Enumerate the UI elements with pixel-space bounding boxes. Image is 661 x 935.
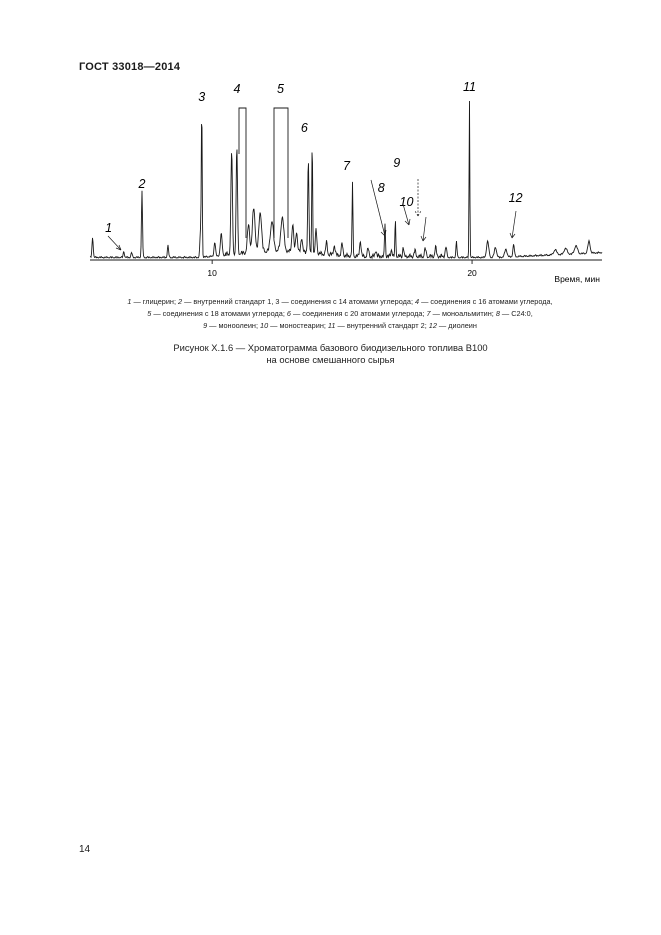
legend-text: — моноолеин;	[207, 321, 261, 331]
legend-number: 1	[127, 297, 132, 306]
peak-label-9: 9	[393, 156, 401, 170]
arrow-1	[108, 236, 121, 250]
peak-label-11: 11	[462, 80, 476, 94]
x-tick-labels	[207, 268, 477, 278]
peak-5-top	[274, 108, 288, 238]
figure-caption	[90, 342, 571, 366]
legend-text: — глицерин;	[131, 297, 179, 306]
legend-number: 8	[495, 309, 500, 319]
legend-number: 2	[178, 297, 183, 306]
legend-text: — диолеин	[436, 321, 477, 331]
peak-labels	[105, 80, 523, 235]
legend-text: — моноальмитин;	[430, 309, 496, 319]
peak-label-10: 10	[399, 195, 414, 209]
legend-text: — соединения с 18 атомами углерода;	[151, 309, 287, 319]
legend-number: 10	[260, 321, 269, 331]
legend-line-3	[70, 320, 610, 332]
legend-number: 6	[286, 309, 291, 319]
legend-line-2	[70, 308, 610, 320]
legend-number: 12	[428, 321, 437, 331]
x-ticks	[212, 260, 472, 264]
peak-label-8: 8	[377, 181, 385, 195]
chromatogram-trace	[90, 101, 602, 258]
arrow-9	[415, 179, 421, 216]
legend-number: 7	[426, 309, 431, 319]
peak-label-2: 2	[138, 177, 146, 191]
legend-text: — соединения с 16 атомами углерода,	[419, 297, 553, 306]
trace-group	[90, 101, 602, 258]
peak-label-6: 6	[300, 121, 308, 135]
x-tick-label: 10	[207, 268, 217, 278]
legend-line-1	[70, 296, 610, 308]
legend-text: — внутренний стандарт 2;	[335, 321, 429, 331]
page-number: 14	[79, 844, 91, 855]
peak-label-5: 5	[277, 82, 285, 96]
peak-label-12: 12	[508, 191, 523, 205]
arrow-10	[421, 217, 426, 241]
peak-4-top	[239, 108, 246, 238]
figure-legend	[70, 296, 610, 333]
legend-number: 11	[327, 321, 336, 331]
document-id: ГОСТ 33018—2014	[79, 61, 181, 73]
legend-number: 5	[147, 309, 152, 319]
legend-text: — соединения с 20 атомами углерода;	[290, 309, 427, 319]
legend-text: — внутренний стандарт 1, 3 — соединения с 14 атомами углерода;	[182, 297, 415, 306]
arrow-12	[510, 211, 516, 238]
peak-label-7: 7	[343, 159, 350, 173]
caption-line-2: на основе смешанного сырья	[266, 354, 395, 365]
peak-label-3: 3	[198, 90, 206, 104]
x-tick-label: 20	[467, 268, 477, 278]
chromatogram	[80, 80, 605, 288]
legend-number: 4	[415, 297, 420, 306]
x-axis-label: Время, мин	[554, 274, 600, 284]
peak-label-1: 1	[105, 221, 113, 235]
caption-line-1: Рисунок Х.1.6 — Хроматограмма базового биодизельного топлива В100	[173, 342, 488, 353]
legend-text: — С24:0,	[499, 309, 533, 319]
peak-label-4: 4	[233, 82, 241, 96]
legend-text: — моностеарин;	[268, 321, 328, 331]
legend-number: 9	[203, 321, 208, 331]
